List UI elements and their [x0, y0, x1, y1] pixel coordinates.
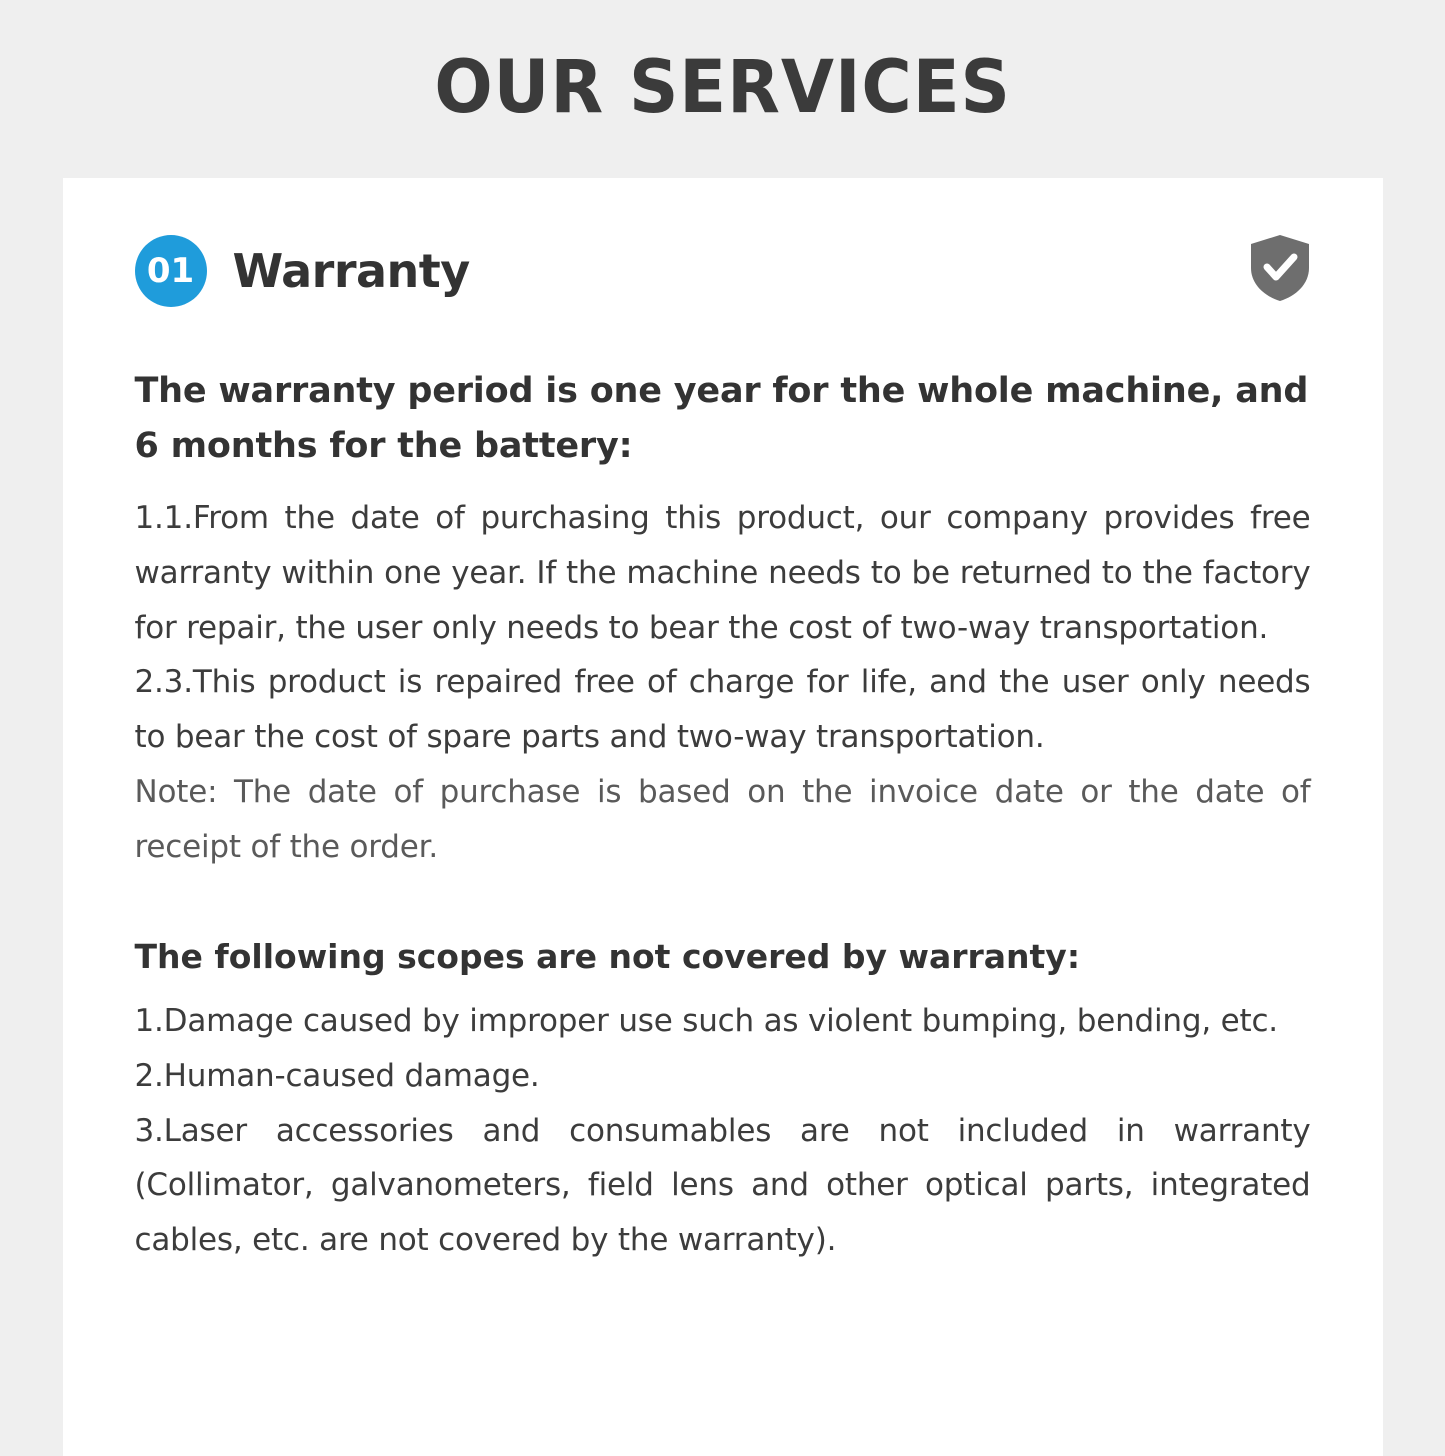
exclusion-item-1: 1.Damage caused by improper use such as violent bumping, bending, etc.	[134, 1002, 1278, 1039]
card-header	[135, 230, 1311, 312]
warranty-note: Note: The date of purchase is based on the invoice date or the date of receipt of the order.	[134, 774, 1311, 865]
exclusion-item-3: 3.Laser accessories and consumables are not included in warranty (Collimator, galvanometers, field lens and other optical parts, integrated cables, etc. are not covered by the warranty).	[134, 1112, 1311, 1259]
exclusion-item-2: 2.Human-caused damage.	[134, 1057, 540, 1094]
step-number-badge: 01	[135, 235, 207, 307]
shield-check-icon	[1249, 234, 1311, 302]
warranty-clause-1: 1.1.From the date of purchasing this product, our company provides free warranty within one year. If the machine needs to be returned to the factory for repair, the user only needs to bear the cost of two-way transportation.	[134, 499, 1311, 646]
warranty-period-heading: The warranty period is one year for the whole machine, and 6 months for the battery:	[134, 371, 1309, 466]
exclusions-heading: The following scopes are not covered by warranty:	[134, 936, 1081, 976]
warranty-clause-2: 2.3.This product is repaired free of charge for life, and the user only needs to bear the cost of spare parts and two-way transportation.	[134, 664, 1311, 756]
page-title: OUR SERVICES	[434, 45, 1011, 130]
warranty-card	[63, 178, 1383, 1456]
card-title: Warranty	[232, 244, 470, 299]
